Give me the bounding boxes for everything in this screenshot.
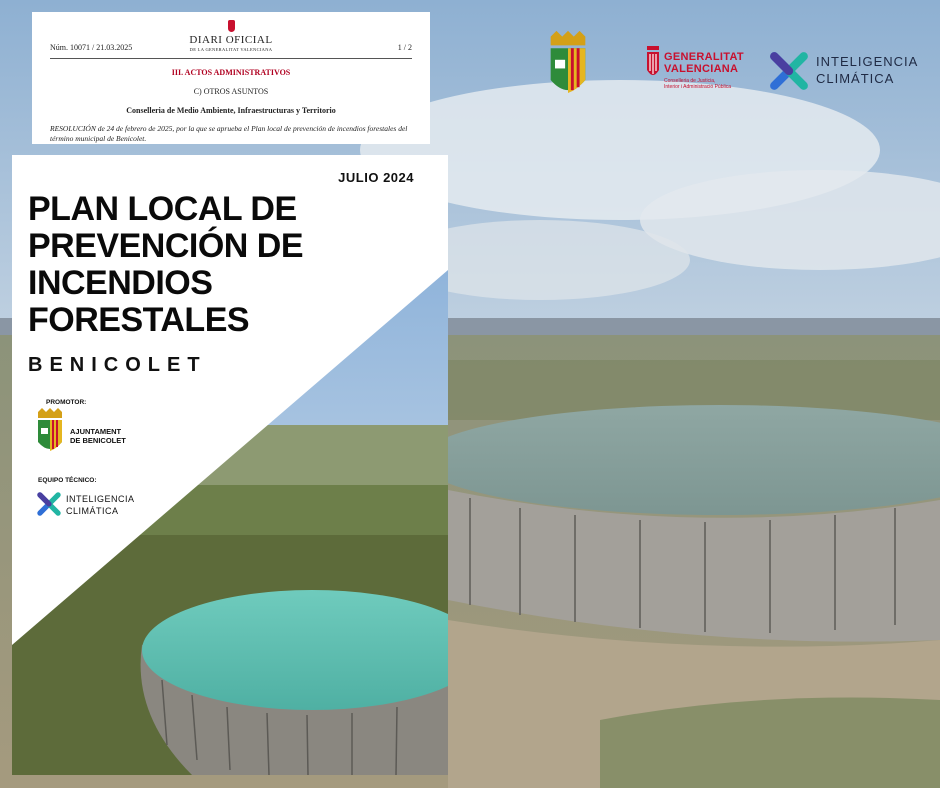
doc-title: DIARI OFICIAL	[189, 34, 273, 46]
ajuntament-name	[70, 427, 126, 445]
gv-emblem-icon	[228, 20, 235, 32]
equipo-tecnico-label: EQUIPO TÉCNICO:	[38, 477, 97, 484]
gv-line2: VALENCIANA	[664, 63, 739, 75]
gv-conselleria	[664, 78, 731, 90]
ic-top-line2: CLIMÁTICA	[816, 71, 895, 86]
doc-page: 1 / 2	[397, 43, 412, 52]
ajuntament-line1: AJUNTAMENT	[70, 427, 122, 436]
doc-number-date: Núm. 10071 / 21.03.2025	[50, 43, 133, 52]
benicolet-coat-of-arms-icon	[32, 408, 68, 458]
ic-cover-line1: INTELIGENCIA	[66, 494, 135, 504]
gv-sub-line1: Conselleria de Justicia,	[664, 78, 716, 84]
gv-sub-line2: Interior i Administració Pública	[664, 84, 731, 90]
doc-rule	[50, 58, 412, 59]
promotor-label: PROMOTOR:	[46, 399, 87, 406]
cover-title-line1: PLAN LOCAL DE	[28, 190, 297, 228]
cover-title-line4: FORESTALES	[28, 301, 250, 339]
gv-line1: GENERALITAT	[664, 51, 744, 63]
doc-department: Conselleria de Medio Ambiente, Infraestructuras y Territorio	[126, 106, 336, 115]
doc-subsection: C) OTROS ASUNTOS	[193, 87, 269, 96]
cover-title	[28, 191, 428, 339]
inteligencia-climatica-top-name	[816, 53, 918, 87]
benicolet-coat-of-arms-top-icon	[542, 30, 594, 104]
doc-resolution-line2: término municipal de Benicolet.	[50, 133, 147, 143]
inteligencia-climatica-top-logo-icon	[768, 50, 810, 92]
doc-resolution-line1: RESOLUCIÓN de 24 de febrero de 2025, por la que se aprueba el Plan local de prevención de incendios forestales del	[50, 124, 408, 133]
cover-date: JULIO 2024	[338, 170, 414, 185]
ic-cover-line2: CLIMÁTICA	[66, 506, 119, 516]
plan-cover	[12, 155, 448, 775]
generalitat-valenciana-name	[664, 51, 744, 75]
ic-top-line1: INTELIGENCIA	[816, 54, 919, 69]
doc-subtitle: DE LA GENERALITAT VALENCIANA	[189, 47, 273, 52]
cover-title-line2: PREVENCIÓN DE	[28, 227, 303, 265]
cover-town: BENICOLET	[28, 354, 207, 376]
doc-resolution	[50, 124, 412, 143]
cover-title-line3: INCENDIOS	[28, 264, 213, 302]
ajuntament-line2: DE BENICOLET	[70, 436, 126, 445]
inteligencia-climatica-name	[66, 493, 135, 517]
diari-oficial-clipping	[32, 12, 430, 144]
generalitat-valenciana-emblem-icon	[645, 46, 661, 82]
doc-section: III. ACTOS ADMINISTRATIVOS	[171, 68, 291, 77]
inteligencia-climatica-logo-icon	[36, 491, 62, 517]
